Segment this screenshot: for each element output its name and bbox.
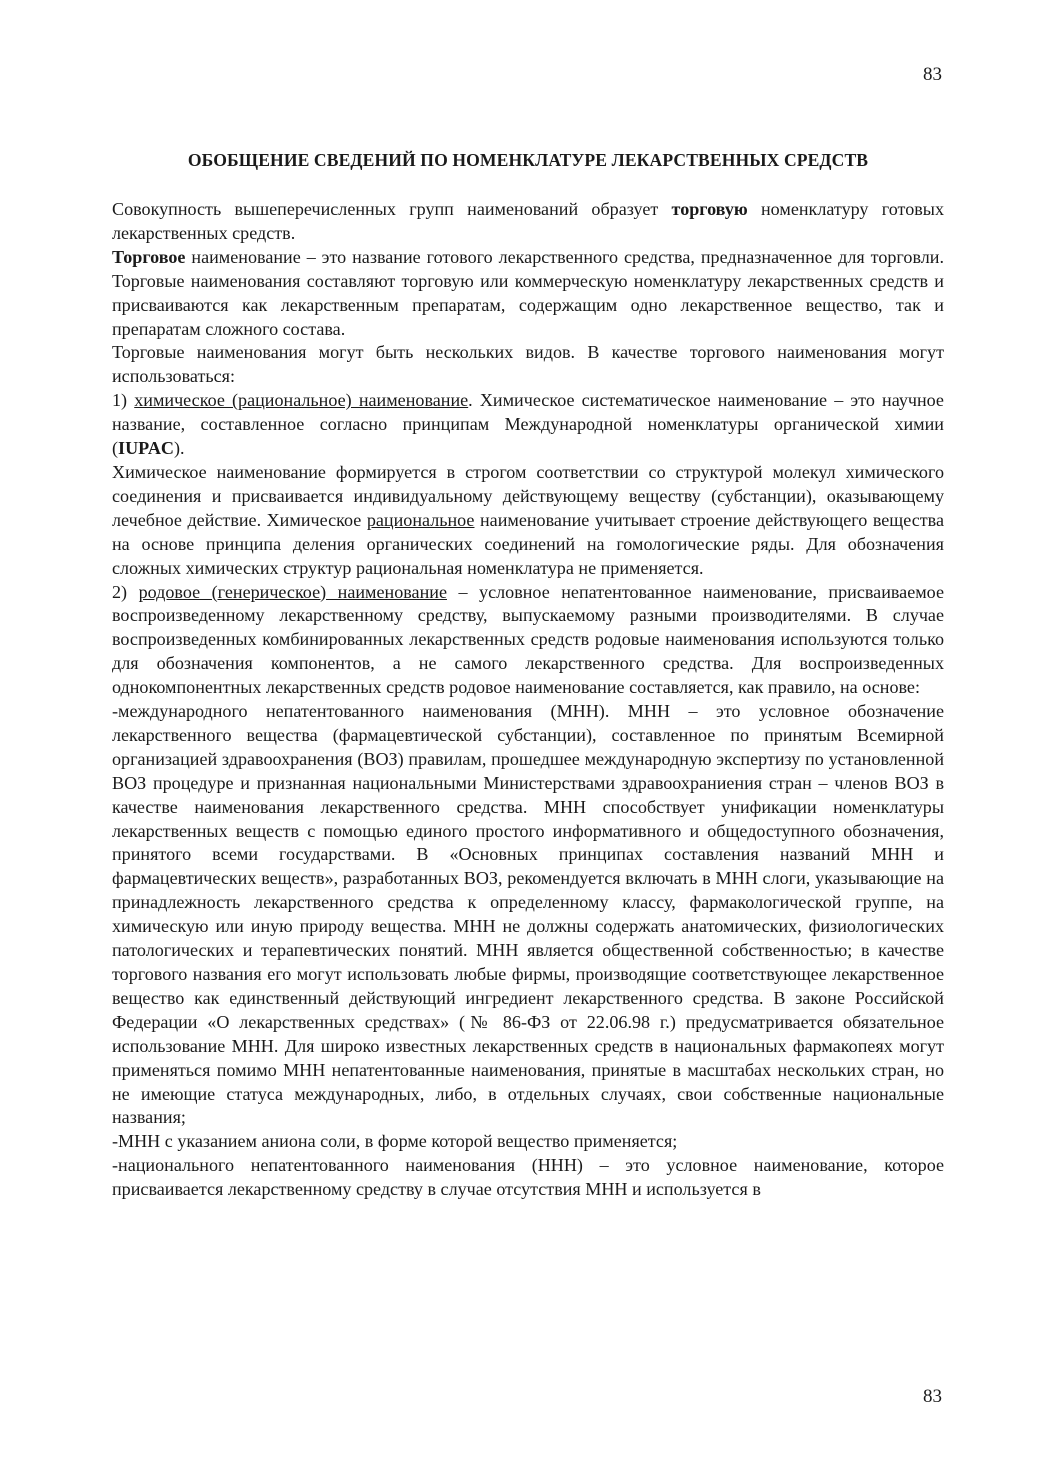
underlined-term-generic-name: родовое (генерическое) наименование bbox=[138, 581, 447, 602]
text: . Химическое систематическое наименование – это научное название, составленное согласно принципам Международной номенклатуры органической химии ( bbox=[112, 390, 944, 459]
text: 1) bbox=[112, 390, 135, 411]
paragraph-3: Торговые наименования могут быть нескольких видов. В качестве торгового наименования могут использоваться: bbox=[112, 342, 944, 387]
paragraph-1 bbox=[112, 198, 944, 246]
page-number-top: 83 bbox=[923, 64, 942, 85]
paragraph-8: -МНН с указанием аниона соли, в форме которой вещество применяется; bbox=[112, 1131, 678, 1152]
text: – условное непатентованное наименование, присваиваемое воспроизведенному лекарственному средству, выпускаемому разными производителями. В случае воспроизведенных комбинированных лекарственных средств родовые наименования используются только для обозначения компонентов, а не самого лекарственного средства. Для воспроизведенных однокомпонентных лекарственных средств родовое наименование составляется, как правило, на основе: bbox=[112, 581, 944, 698]
paragraph-7: -международного непатентованного наименования (МНН). МНН – это условное обозначение лекарственного вещества (фармацевтической субстанции), составленное по принятым Всемирной организацией здравоохранения (ВОЗ) правилам, прошедшее международную экспертизу по установленной ВОЗ процедуре и признанная национальными Министерствами здравоохраниения стран – членов ВОЗ в качестве наименования лекарственного средства. МНН способствует унификации номенклатуры лекарственных веществ с помощью единого простого информативного и общедоступного обозначения, принятого всеми государствами. В «Основных принципах составления названий МНН и фармацевтических веществ», разработанных ВОЗ, рекомендуется включать в МНН слоги, указывающие на принадлежность лекарственного средства к определенному классу, фармакологической группе, на химическую или иную природу вещества. МНН не должны содержать анатомических, физиологических патологических и терапевтических понятий. МНН является общественной собственностью; в качестве торгового названия его могут использовать любые фирмы, производящие соответствующее лекарственное вещество как единственный действующий ингредиент лекарственного средства. В законе Российской Федерации «О лекарственных средствах» (№ 86-ФЗ от 22.06.98 г.) предусматривается обязательное использование МНН. Для широко известных лекарственных средств в национальных фармакопеях могут применяться помимо МНН непатентованные наименования, принятые в масштабах нескольких стран, но не имеющие статуса международных, либо, в отдельных случаях, свои собственные национальные названия; bbox=[112, 701, 944, 1128]
page-title: ОБОБЩЕНИЕ СВЕДЕНИЙ ПО НОМЕНКЛАТУРЕ ЛЕКАРСТВЕННЫХ СРЕДСТВ bbox=[187, 150, 869, 170]
text: Химическое наименование формируется в строгом соответствии со структурой молекул химического соединения и присваивается индивидуальному действующему веществу (субстанции), оказывающему лечебное действие. Химическое bbox=[112, 461, 944, 530]
paragraph-5 bbox=[112, 461, 944, 581]
underlined-term-rational: рациональное bbox=[366, 509, 475, 530]
text: наименование – это название готового лекарственного средства, предназначенное для торговли. Торговые наименования составляют торговую или коммерческую номенклатуру лекарственных средств и присваиваются как лекарственным препаратам, содержащим одно лекарственное вещество, так и препаратам сложного состава. bbox=[112, 246, 944, 339]
paragraph-4 bbox=[112, 389, 944, 461]
paragraph-2 bbox=[112, 246, 944, 342]
paragraph-9: -национального непатентованного наименования (ННН) – это условное наименование, которое присваивается лекарственному средству в случае отсутствия МНН и используется в bbox=[112, 1155, 944, 1200]
page-number-bottom: 83 bbox=[923, 1386, 942, 1407]
bold-term-iupac: IUPAC bbox=[118, 438, 174, 459]
body-text bbox=[112, 198, 944, 1202]
bold-term-trade-name: Торговое bbox=[112, 246, 186, 267]
text: ). bbox=[173, 438, 185, 459]
paragraph-6 bbox=[112, 581, 944, 701]
text: 2) bbox=[112, 581, 139, 602]
text: наименование учитывает строение действующего вещества на основе принципа деления органических соединений на гомологические ряды. Для обозначения сложных химических структур рациональная номенклатура не применяется. bbox=[112, 509, 944, 578]
text: Совокупность вышеперечисленных групп наименований образует bbox=[112, 199, 672, 219]
bold-term-trade: торговую bbox=[671, 199, 748, 219]
underlined-term-chemical-name: химическое (рациональное) наименование bbox=[134, 390, 469, 411]
text: номенклатуру готовых лекарственных средств. bbox=[112, 199, 945, 243]
